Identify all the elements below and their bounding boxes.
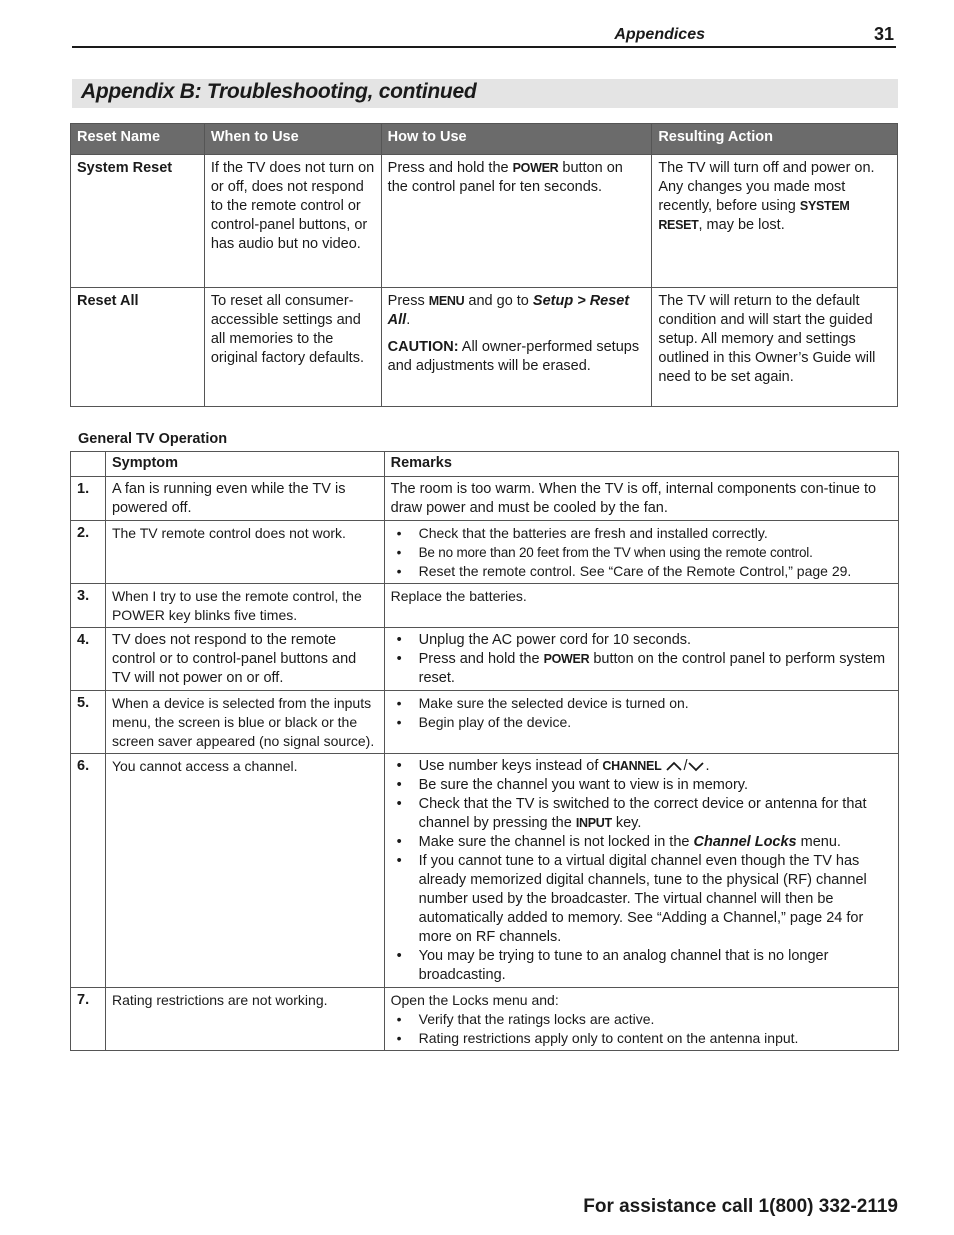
symptom: A fan is running even while the TV is powered off. [105, 477, 384, 521]
column-header: Resulting Action [652, 124, 898, 155]
header-rule [72, 46, 896, 48]
symptom: TV does not respond to the remote control or to control-panel buttons and TV will not power on or off. [105, 628, 384, 691]
list-item: • Verify that the ratings locks are active. [391, 1010, 892, 1029]
section-label: General TV Operation [78, 431, 228, 447]
remark: The room is too warm. When the TV is off, internal components con-tinue to draw power and must be cooled by the fan. [384, 477, 898, 521]
reset-table-header [71, 124, 898, 155]
row-number: 7. [71, 988, 106, 1051]
general-table-header [71, 452, 899, 477]
header-section: Appendices [614, 26, 705, 43]
list-item: • Use number keys instead of CHANNEL / . [391, 757, 892, 776]
menu-path: Setup > Reset All [387, 293, 630, 328]
list-item: • Rating restrictions apply only to content on the antenna input. [391, 1029, 892, 1048]
key-label: POWER [543, 652, 590, 666]
general-tv-operation-table [70, 451, 899, 1051]
table-row [71, 754, 899, 988]
column-header: When to Use [204, 124, 381, 155]
table-row [71, 584, 899, 628]
reset-name: Reset All [71, 288, 205, 407]
list-item: • Press and hold the POWER button on the control panel to perform system reset. [391, 650, 892, 688]
remark [384, 754, 898, 988]
remark [384, 988, 898, 1051]
key-label: CHANNEL [602, 759, 662, 773]
table-row [71, 628, 899, 691]
when-to-use: To reset all consumer-accessible settings and all memories to the original factory defaults. [204, 288, 381, 407]
table-row [71, 988, 899, 1051]
key-label: MENU [428, 294, 465, 308]
chevron-down-icon [687, 760, 705, 772]
resulting-action: The TV will return to the default condition and will start the guided setup. All memory and settings outlined in this Owner’s Guide will need to be set again. [652, 288, 898, 407]
resulting-action: The TV will turn off and power on. Any changes you made most recently, before using SYSTEM RESET, may be lost. [652, 155, 898, 288]
column-header: Remarks [384, 452, 898, 477]
row-number: 3. [71, 584, 106, 628]
symptom: You cannot access a channel. [105, 754, 384, 988]
list-item: • Make sure the selected device is turned on. [391, 694, 892, 713]
list-item: • Check that the TV is switched to the correct device or antenna for that channel by pressing the INPUT key. [391, 795, 892, 833]
remark [384, 628, 898, 691]
page-number: 31 [874, 24, 895, 44]
reset-name: System Reset [71, 155, 205, 288]
title-bar [72, 79, 898, 108]
table-row [71, 155, 898, 288]
footer-assistance: For assistance call 1(800) 332-2119 [583, 1196, 898, 1217]
remark: Replace the batteries. [384, 584, 898, 628]
menu-name: Channel Locks [693, 834, 797, 850]
key-label: SYSTEM RESET [658, 199, 850, 232]
symptom: When I try to use the remote control, the POWER key blinks five times. [105, 584, 384, 628]
symptom: Rating restrictions are not working. [105, 988, 384, 1051]
table-row [71, 521, 899, 584]
table-row [71, 691, 899, 754]
row-number: 1. [71, 477, 106, 521]
remark [384, 521, 898, 584]
when-to-use: If the TV does not turn on or off, does not respond to the remote control or control-panel buttons, or has audio but no video. [204, 155, 381, 288]
column-header: Symptom [105, 452, 384, 477]
chevron-up-icon [665, 760, 683, 772]
key-label: INPUT [575, 816, 612, 830]
list-item: • Reset the remote control. See “Care of the Remote Control,” page 29. [391, 562, 892, 581]
list-item: • Be sure the channel you want to view is in memory. [391, 776, 892, 795]
list-item: • Unplug the AC power cord for 10 seconds. [391, 631, 892, 650]
list-item: • Be no more than 20 feet from the TV when using the remote control. [391, 543, 892, 562]
caution-note: CAUTION: All owner-performed setups and adjustments will be erased. [387, 339, 640, 374]
remark-intro: Open the Locks menu and: [390, 992, 559, 1008]
column-header: How to Use [381, 124, 652, 155]
how-to-use: Press MENU and go to Setup > Reset All. CAUTION: All owner-performed setups and adjustments will be erased. [381, 288, 652, 407]
key-label: POWER [512, 161, 559, 175]
row-number: 6. [71, 754, 106, 988]
reset-table [70, 123, 898, 407]
row-number: 5. [71, 691, 106, 754]
list-item: • You may be trying to tune to an analog channel that is no longer broadcasting. [391, 947, 892, 985]
column-header: Reset Name [71, 124, 205, 155]
column-header-blank [71, 452, 106, 477]
table-row [71, 288, 898, 407]
remark [384, 691, 898, 754]
page-title: Appendix B: Troubleshooting, continued [81, 80, 477, 103]
symptom: The TV remote control does not work. [105, 521, 384, 584]
symptom: When a device is selected from the inputs menu, the screen is blue or black or the screen saver appeared (no signal source). [105, 691, 384, 754]
row-number: 4. [71, 628, 106, 691]
list-item: • Begin play of the device. [391, 713, 892, 732]
list-item: • Check that the batteries are fresh and installed correctly. [391, 524, 892, 543]
how-to-use: Press and hold the POWER button on the control panel for ten seconds. [381, 155, 652, 288]
row-number: 2. [71, 521, 106, 584]
table-row [71, 477, 899, 521]
list-item: • If you cannot tune to a virtual digital channel even though the TV has already memorized digital channels, tune to the physical (RF) channel number used by the broadcaster. The virtual channel will then be automatically added to memory. See “Adding a Channel,” page 24 for more on RF channels. [391, 852, 892, 947]
list-item: • Make sure the channel is not locked in the Channel Locks menu. [391, 833, 892, 852]
